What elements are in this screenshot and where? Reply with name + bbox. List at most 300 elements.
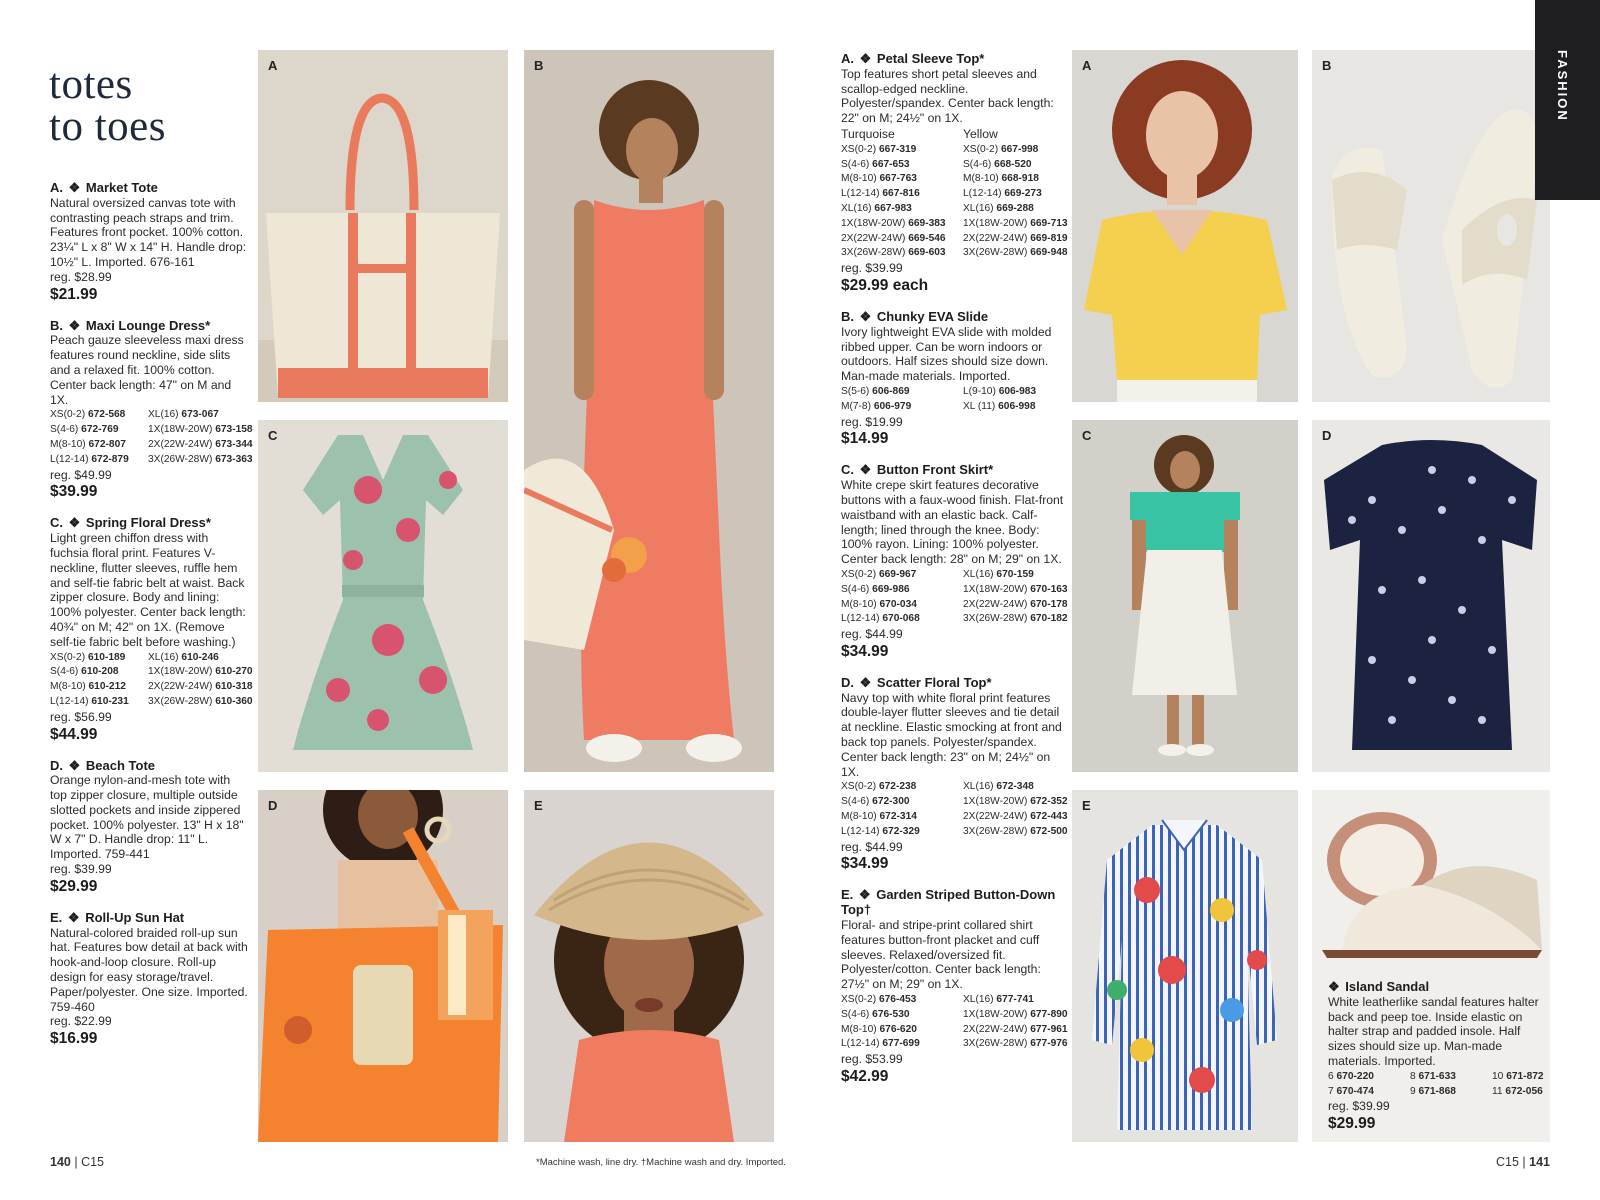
photo-label-c-right: C (1082, 428, 1092, 443)
size-entry (841, 217, 953, 232)
regular-price: reg. $39.99 (50, 862, 112, 877)
product-heading (841, 52, 1069, 67)
product-description: Ivory lightweight EVA slide with molded ribbed upper. Can be worn indoors or outdoors. Half sizes should size down. Man-made materials. Imported. (841, 324, 1052, 384)
item-number: 672-352 (1030, 796, 1068, 808)
item-number: 677-976 (1030, 1038, 1068, 1050)
size-label: M(7-8) (841, 400, 871, 412)
size-entry (841, 1008, 953, 1023)
item-number: 676-530 (872, 1008, 910, 1020)
product-name: Market Tote (85, 180, 158, 195)
item-number: 672-056 (1505, 1085, 1543, 1097)
item-number: 677-741 (996, 994, 1034, 1006)
item-number: 671-872 (1506, 1070, 1544, 1082)
size-entry (963, 172, 1075, 187)
size-entry (841, 187, 953, 202)
care-footnote: *Machine wash, line dry. †Machine wash and dry. Imported. (536, 1157, 786, 1168)
size-entry (841, 158, 953, 173)
size-entry (50, 438, 138, 453)
item-number: 670-178 (1030, 598, 1068, 610)
right-catalog-code: C15 (1496, 1155, 1519, 1169)
size-entry (841, 568, 953, 583)
size-label: XL(16) (963, 568, 994, 580)
size-entry (148, 423, 256, 438)
item-number: 667-998 (1000, 143, 1039, 155)
eva-slide-image (1312, 50, 1550, 402)
item-number: 670-220 (1336, 1070, 1374, 1082)
product-letter: A. (50, 180, 63, 195)
size-entry (841, 825, 953, 840)
right-folio-separator: | (1522, 1155, 1526, 1169)
item-number: 672-300 (872, 796, 910, 808)
photo-chunky-eva-slide (1312, 50, 1550, 402)
product-description: Top features short petal sleeves and scallop-edged neckline. Polyester/spandex. Center back length: 22" on M; 24½" on 1X. (841, 66, 1054, 126)
size-entry (841, 172, 953, 187)
size-entry (963, 825, 1075, 840)
size-entry (963, 583, 1075, 598)
size-label: 2X(22W-24W) (841, 232, 906, 244)
size-entry (841, 202, 953, 217)
size-entry (841, 385, 953, 400)
size-entry (841, 583, 953, 598)
product-block (1328, 980, 1550, 1134)
photo-button-front-skirt (1072, 420, 1298, 772)
product-heading (1328, 980, 1550, 995)
photo-label-a-right: A (1082, 58, 1092, 73)
size-entry (1328, 1085, 1400, 1100)
size-label: 10 (1492, 1070, 1504, 1082)
size-entry (963, 385, 1075, 400)
product-block (50, 181, 250, 305)
product-heading (50, 516, 250, 531)
item-number: 676-620 (879, 1023, 917, 1035)
product-block (841, 888, 1069, 1087)
product-description: Peach gauze sleeveless maxi dress features round neckline, side slits and a relaxed fit. 100% cotton. Center back length: 47" on M and 1X. (50, 333, 244, 407)
size-label: M(8-10) (841, 811, 877, 823)
size-label: 2X(22W-24W) (963, 811, 1028, 823)
item-number: 610-231 (91, 695, 129, 707)
size-label: 9 (1410, 1085, 1416, 1097)
size-grid (841, 568, 1069, 627)
size-entry (1410, 1085, 1482, 1100)
size-label: XS(0-2) (841, 781, 877, 793)
product-block (841, 463, 1069, 662)
size-label: S(4-6) (50, 666, 79, 678)
regular-price: reg. $22.99 (50, 1014, 112, 1029)
sale-price: $16.99 (50, 1030, 98, 1048)
product-letter: B. (50, 317, 63, 333)
product-description: Natural-colored braided roll-up sun hat. Features bow detail at back with hook-and-loop closure. Roll-up design for easy storage/travel. Paper/polyester. One size. Imported. 759-460 (50, 925, 248, 1014)
size-label: M(8-10) (50, 438, 86, 450)
size-label: XL(16) (963, 781, 994, 793)
item-number: 672-443 (1030, 811, 1068, 823)
size-label: 6 (1328, 1070, 1334, 1082)
section-tab-label: FASHION (1555, 50, 1570, 122)
size-entry (50, 695, 138, 710)
item-number: 669-288 (996, 202, 1034, 214)
color-headers (841, 127, 1069, 142)
item-number: 669-967 (878, 568, 917, 580)
floral-dress-image (258, 420, 508, 772)
size-entry (841, 993, 953, 1008)
size-label: XL(16) (148, 651, 179, 663)
island-sandal-copy (1328, 980, 1550, 1148)
sale-price: $29.99 (1328, 1115, 1376, 1133)
island-sandal-image (1312, 790, 1550, 962)
size-grid (50, 651, 253, 710)
item-number: 606-983 (998, 385, 1037, 397)
size-entry (963, 1037, 1075, 1052)
size-entry (963, 795, 1075, 810)
color-header: Yellow (963, 126, 998, 141)
size-label: 2X(22W-24W) (148, 438, 213, 450)
size-entry (841, 246, 953, 261)
right-page-number: 141 (1529, 1155, 1551, 1169)
product-block (841, 52, 1069, 296)
product-description: Navy top with white floral print features double-layer flutter sleeves and tie detail at neckline. Elastic smocking at front and back top panels. Polyester/spandex. Center back length: 23" on M; 24½" on 1X. (841, 690, 1062, 779)
size-label: 2X(22W-24W) (148, 681, 213, 693)
right-folio (1496, 1155, 1550, 1169)
item-number: 677-961 (1030, 1023, 1068, 1035)
item-number: 669-603 (908, 247, 946, 259)
product-mark: ❖ (859, 308, 872, 324)
color-header: Turquoise (841, 126, 895, 141)
size-label: L(12-14) (963, 188, 1002, 200)
product-heading (50, 181, 250, 196)
product-letter: C. (50, 515, 63, 531)
size-entry (50, 651, 138, 666)
item-number: 667-983 (874, 202, 912, 214)
size-grid (841, 993, 1069, 1052)
product-block (841, 676, 1069, 875)
item-number: 667-816 (882, 188, 920, 200)
product-name: Beach Tote (85, 757, 156, 773)
product-heading (50, 759, 250, 774)
item-number: 668-520 (994, 158, 1032, 170)
page-title (49, 61, 249, 150)
product-mark: ❖ (68, 180, 81, 195)
item-number: 677-699 (882, 1038, 920, 1050)
item-number: 677-890 (1030, 1008, 1068, 1020)
size-entry (1492, 1070, 1564, 1085)
product-letter: C. (841, 462, 854, 478)
size-entry (963, 158, 1075, 173)
sale-price: $42.99 (841, 1068, 889, 1086)
product-letter: B. (841, 308, 854, 324)
item-number: 673-344 (215, 438, 253, 450)
product-heading (841, 888, 1069, 918)
item-number: 672-879 (91, 453, 129, 465)
size-entry (963, 1023, 1075, 1038)
item-number: 669-273 (1004, 188, 1042, 200)
size-entry (963, 400, 1075, 415)
item-number: 672-500 (1030, 825, 1068, 837)
product-letter: A. (841, 51, 854, 66)
item-number: 669-819 (1030, 232, 1068, 244)
product-description: White leatherlike sandal features halter back and peep toe. Inside elastic on halter strap and padded insole. Half sizes should size up. Man-made materials. Imported. (1328, 994, 1539, 1068)
product-block (50, 911, 250, 1049)
size-label: XL(16) (963, 202, 994, 214)
sale-price: $34.99 (841, 642, 889, 660)
item-number: 667-653 (872, 158, 910, 170)
product-letter: D. (50, 757, 63, 773)
sale-price: $21.99 (50, 285, 98, 303)
size-label: S(4-6) (963, 158, 992, 170)
size-label: S(5-6) (841, 385, 870, 397)
size-grid (1328, 1070, 1550, 1100)
size-entry (50, 408, 138, 423)
page-title-line-1: totes (49, 61, 133, 108)
size-entry (50, 665, 138, 680)
size-label: M(8-10) (841, 173, 877, 185)
product-mark: ❖ (67, 909, 80, 925)
size-label: 3X(26W-28W) (148, 695, 213, 707)
left-folio (50, 1155, 104, 1169)
size-label: XL(16) (841, 202, 872, 214)
product-description: Natural oversized canvas tote with contrasting peach straps and trim. Features front pocket. 100% cotton. 23¼" L x 8" W x 14" H. Handle drop: 10½" L. Imported. 676-161 (50, 195, 247, 269)
photo-spring-floral-dress (258, 420, 508, 772)
product-mark: ❖ (68, 317, 81, 333)
regular-price: reg. $49.99 (50, 467, 112, 482)
product-name: Island Sandal (1345, 979, 1430, 994)
left-folio-separator: | (74, 1155, 78, 1169)
product-mark: ❖ (859, 51, 872, 66)
size-entry (50, 453, 138, 468)
left-copy-column (50, 180, 253, 1063)
product-name: Garden Striped Button-Down Top† (841, 887, 1056, 918)
item-number: 670-474 (1336, 1085, 1374, 1097)
size-label: L(12-14) (50, 695, 89, 707)
product-heading (841, 463, 1069, 478)
sale-price: $44.99 (50, 725, 98, 743)
skirt-image (1072, 420, 1298, 772)
sale-price: $39.99 (50, 483, 98, 501)
regular-price: reg. $53.99 (841, 1052, 903, 1067)
size-label: XS(0-2) (50, 651, 86, 663)
photo-label-d: D (268, 798, 278, 813)
size-label: L(12-14) (841, 825, 880, 837)
size-label: M(8-10) (841, 598, 877, 610)
photo-label-b: B (534, 58, 544, 73)
item-number: 672-769 (81, 424, 119, 436)
product-mark: ❖ (858, 887, 871, 903)
size-label: L(12-14) (841, 188, 880, 200)
photo-label-e: E (534, 798, 543, 813)
item-number: 667-319 (878, 143, 917, 155)
item-number: 672-238 (878, 781, 917, 793)
size-label: XS(0-2) (841, 994, 877, 1006)
photo-label-d-right: D (1322, 428, 1332, 443)
photo-label-a: A (268, 58, 278, 73)
section-tab (1535, 0, 1600, 200)
size-label: XS(0-2) (841, 143, 877, 155)
size-entry (963, 598, 1075, 613)
size-entry (148, 695, 256, 710)
size-entry (841, 795, 953, 810)
item-number: 610-189 (87, 651, 126, 663)
product-letter: D. (841, 674, 854, 690)
size-entry (963, 568, 1075, 583)
item-number: 673-363 (215, 453, 253, 465)
item-number: 669-383 (908, 217, 946, 229)
size-label: 3X(26W-28W) (963, 613, 1028, 625)
size-entry (1328, 1070, 1400, 1085)
size-label: S(4-6) (841, 158, 870, 170)
size-label: XL(16) (963, 994, 994, 1006)
size-label: 7 (1328, 1085, 1334, 1097)
size-entry (963, 612, 1075, 627)
item-number: 670-034 (879, 598, 917, 610)
item-number: 610-208 (81, 666, 119, 678)
size-entry (841, 1023, 953, 1038)
item-number: 606-869 (872, 385, 910, 397)
size-entry (841, 143, 953, 158)
product-name: Spring Floral Dress* (85, 515, 211, 531)
size-label: 3X(26W-28W) (963, 825, 1028, 837)
sale-price: $34.99 (841, 855, 889, 873)
item-number: 670-163 (1030, 583, 1068, 595)
size-label: M(8-10) (963, 173, 999, 185)
product-mark: ❖ (68, 757, 81, 773)
size-label: 11 (1492, 1085, 1503, 1097)
scatter-top-image (1312, 420, 1550, 772)
size-label: 1X(18W-20W) (148, 424, 213, 436)
item-number: 610-318 (215, 681, 253, 693)
size-label: XL(16) (148, 409, 179, 421)
item-number: 610-246 (181, 651, 219, 663)
size-entry (148, 665, 256, 680)
size-label: S(4-6) (841, 796, 870, 808)
item-number: 668-918 (1001, 173, 1039, 185)
size-entry (148, 438, 256, 453)
size-entry (148, 408, 256, 423)
size-entry (963, 217, 1075, 232)
size-label: L(9-10) (963, 385, 996, 397)
size-entry (841, 1037, 953, 1052)
size-entry (148, 651, 256, 666)
size-label: L(12-14) (841, 613, 880, 625)
size-entry (963, 1008, 1075, 1023)
item-number: 672-348 (996, 781, 1034, 793)
regular-price: reg. $44.99 (841, 627, 903, 642)
size-label: 2X(22W-24W) (963, 1023, 1028, 1035)
product-mark: ❖ (1328, 979, 1340, 994)
photo-roll-up-sun-hat (524, 790, 774, 1142)
left-page-number: 140 (50, 1155, 71, 1169)
item-number: 669-713 (1030, 217, 1068, 229)
item-number: 669-986 (872, 583, 910, 595)
item-number: 671-633 (1418, 1070, 1456, 1082)
sun-hat-image (524, 790, 774, 1142)
size-entry (963, 780, 1075, 795)
product-block (50, 515, 253, 744)
photo-beach-tote (258, 790, 508, 1142)
item-number: 676-453 (878, 994, 917, 1006)
size-label: 2X(22W-24W) (963, 232, 1028, 244)
product-name: Scatter Floral Top* (876, 674, 992, 690)
item-number: 667-763 (879, 173, 917, 185)
size-entry (148, 680, 256, 695)
item-number: 670-068 (882, 613, 920, 625)
size-label: 3X(26W-28W) (963, 247, 1028, 259)
size-entry (963, 246, 1075, 261)
photo-label-e-right: E (1082, 798, 1091, 813)
photo-petal-sleeve-top (1072, 50, 1298, 402)
product-description: Orange nylon-and-mesh tote with top zipper closure, multiple outside slotted pockets and inside zippered pocket. 100% polyester. 13" H x 18" W x 7" D. Handle drop: 11" L. Imported. 759-441 (50, 773, 244, 862)
page-title-line-2: to toes (49, 103, 166, 150)
size-label: 8 (1410, 1070, 1416, 1082)
size-label: 3X(26W-28W) (841, 247, 906, 259)
size-label: XS(0-2) (841, 568, 877, 580)
product-block (50, 317, 253, 503)
regular-price: reg. $28.99 (50, 269, 112, 284)
size-entry (841, 232, 953, 247)
maxi-dress-image (524, 50, 774, 772)
item-number: 672-329 (882, 825, 920, 837)
product-description: White crepe skirt features decorative buttons with a faux-wood finish. Flat-front waistband with an elastic back. Calf-length; lined through the knee. Body: 100% rayon. Lining: 100% polyester. Center back length: 28" on M; 29" on 1X. (841, 478, 1064, 567)
size-label: 3X(26W-28W) (148, 453, 213, 465)
product-name: Chunky EVA Slide (876, 308, 989, 324)
size-entry (841, 810, 953, 825)
beach-tote-image (258, 790, 508, 1142)
size-grid (841, 780, 1069, 839)
size-grid (841, 143, 1069, 261)
product-name: Roll-Up Sun Hat (85, 909, 185, 925)
product-block (841, 310, 1069, 449)
item-number: 670-182 (1030, 613, 1068, 625)
size-entry (841, 598, 953, 613)
regular-price: reg. $39.99 (841, 261, 903, 276)
size-entry (963, 232, 1075, 247)
size-label: 1X(18W-20W) (963, 1008, 1028, 1020)
left-catalog-code: C15 (81, 1155, 105, 1169)
product-description: Light green chiffon dress with fuchsia floral print. Features V-neckline, flutter sleeves, ruffle hem and self-tie fabric belt at waist. Back zipper closure. Body and lining: 100% polyester. Center back length: 40¾" on M; 42" on 1X. (Remove self-tie fabric belt before washing.) (50, 531, 246, 649)
striped-top-image (1072, 790, 1298, 1142)
item-number: 610-360 (215, 695, 253, 707)
size-entry (148, 453, 256, 468)
item-number: 669-546 (908, 232, 946, 244)
item-number: 669-948 (1030, 247, 1068, 259)
item-number: 672-314 (879, 811, 917, 823)
product-name: Petal Sleeve Top* (876, 51, 985, 66)
product-heading (50, 319, 250, 334)
size-label: 1X(18W-20W) (841, 217, 906, 229)
item-number: 672-807 (88, 438, 126, 450)
item-number: 606-998 (998, 400, 1036, 412)
size-entry (1410, 1070, 1482, 1085)
sale-price: $14.99 (841, 430, 889, 448)
item-number: 673-067 (181, 409, 219, 421)
size-label: 1X(18W-20W) (963, 583, 1028, 595)
product-letter: E. (841, 887, 854, 903)
size-label: XS(0-2) (50, 409, 86, 421)
product-mark: ❖ (859, 462, 872, 478)
size-grid (841, 385, 1069, 415)
product-name: Maxi Lounge Dress* (85, 317, 211, 333)
size-label: 1X(18W-20W) (963, 217, 1028, 229)
photo-scatter-floral-top (1312, 420, 1550, 772)
regular-price: reg. $19.99 (841, 414, 903, 429)
size-label: M(8-10) (50, 681, 86, 693)
item-number: 671-868 (1418, 1085, 1456, 1097)
size-label: XS(0-2) (963, 143, 999, 155)
sale-price: $29.99 each (841, 276, 929, 294)
item-number: 610-270 (215, 666, 253, 678)
regular-price: reg. $44.99 (841, 839, 903, 854)
size-label: S(4-6) (841, 583, 870, 595)
item-number: 606-979 (873, 400, 912, 412)
item-number: 670-159 (996, 568, 1034, 580)
photo-maxi-lounge-dress (524, 50, 774, 772)
